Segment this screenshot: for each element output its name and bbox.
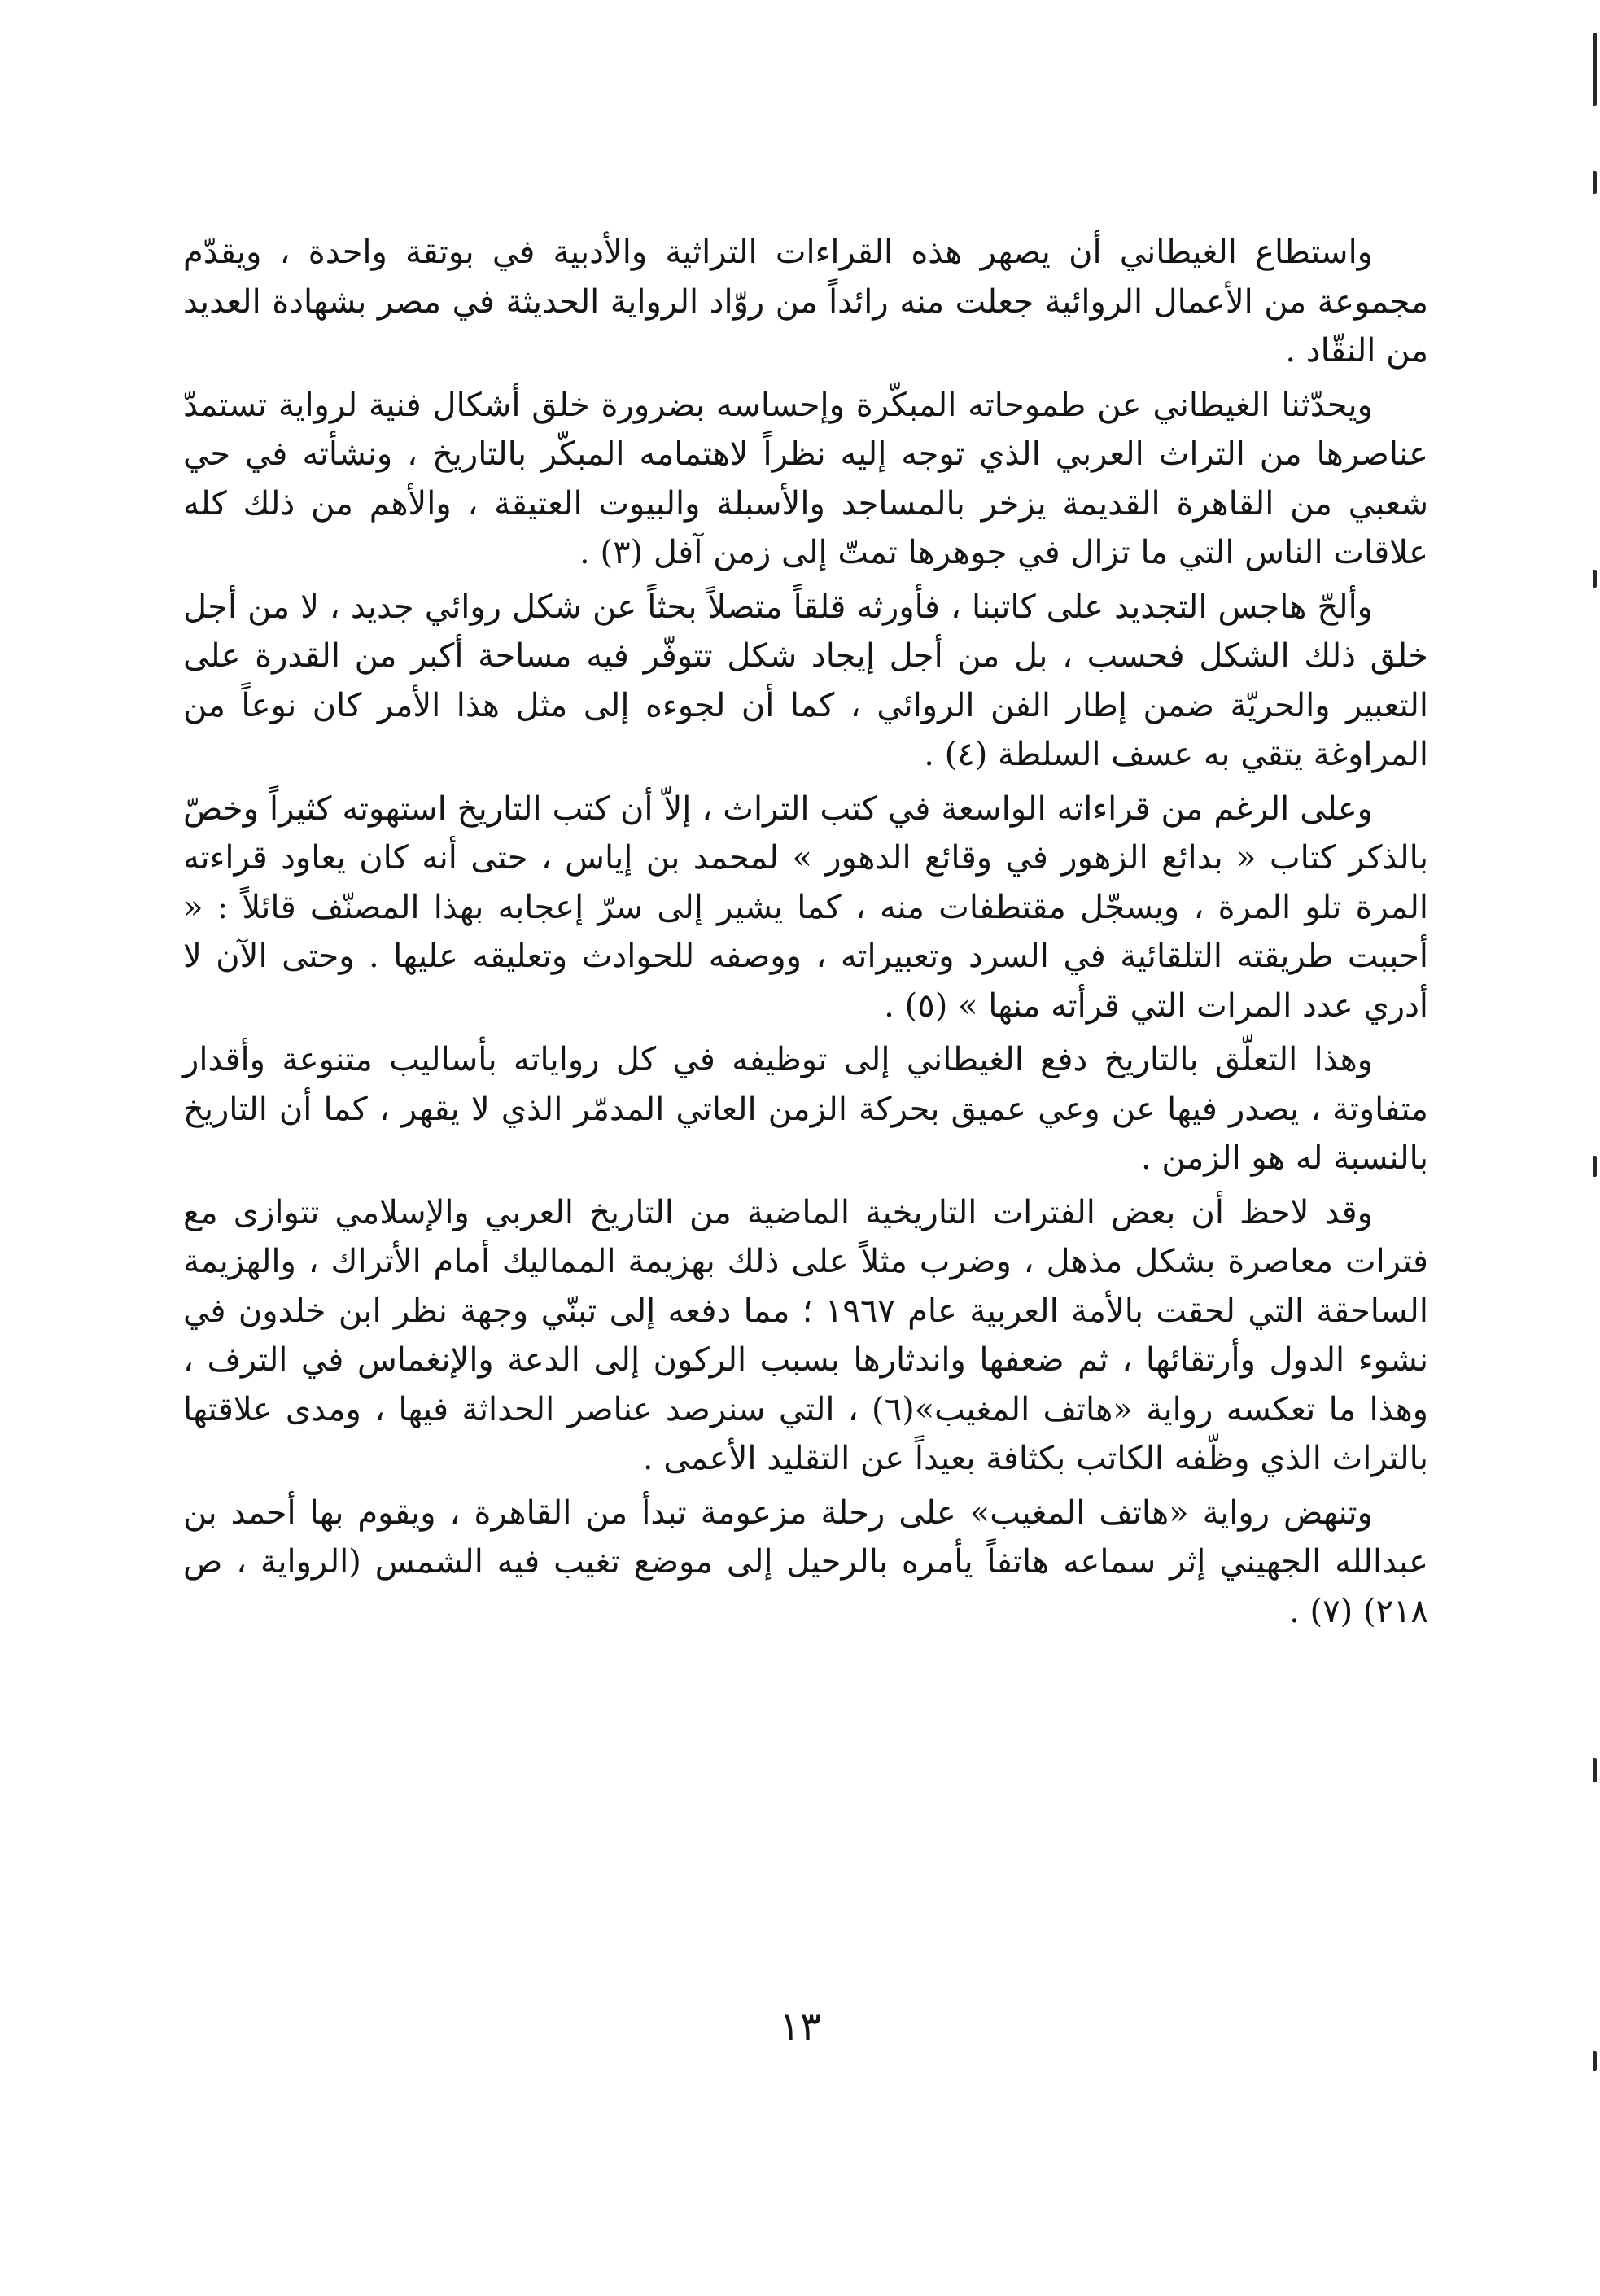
scan-mark: [1593, 33, 1597, 106]
page-number: ١٣: [779, 2004, 821, 2049]
paragraph-7: وتنهض رواية «هاتف المغيب» على رحلة مزعومة تبدأ من القاهرة ، ويقوم بها أحمد بن عبدالله الجهيني إثر سماعه هاتفاً يأمره بالرحيل إلى موضع تغيب فيه الشمس (الرواية ، ص ٢١٨) (٧) .: [183, 1493, 1428, 1630]
scan-mark: [1593, 171, 1597, 194]
paragraph-5: وهذا التعلّق بالتاريخ دفع الغيطاني إلى توظيفه في كل رواياته بأساليب متنوعة وأقدار متفاوتة ، يصدر فيها عن وعي عميق بحركة الزمن العاتي المدمّر الذي لا يقهر ، كما أن التاريخ بالنسبة له هو الزمن .: [183, 1041, 1428, 1177]
scan-mark: [1593, 2051, 1597, 2071]
paragraph-3: وألحّ هاجس التجديد على كاتبنا ، فأورثه قلقاً متصلاً بحثاً عن شكل روائي جديد ، لا من أجل خلق ذلك الشكل فحسب ، بل من أجل إيجاد شكل تتوفّر فيه مساحة أكبر من القدرة على التعبير والحريّة ضمن إطار الفن الروائي ، كما أن لجوءه إلى مثل هذا الأمر كان نوعاً من المراوغة يتقي به عسف السلطة (٤) .: [183, 588, 1428, 773]
paragraph-2: ويحدّثنا الغيطاني عن طموحاته المبكّرة وإحساسه بضرورة خلق أشكال فنية لرواية تستمدّ عناصرها من التراث العربي الذي توجه إليه نظراً لاهتمامه المبكّر بالتاريخ ، ونشأته في حي شعبي من القاهرة القديمة يزخر بالمساجد والأسبلة والبيوت العتيقة ، والأهم من ذلك كله علاقات الناس التي ما تزال في جوهرها تمتّ إلى زمن آفل (٣) .: [183, 386, 1428, 571]
scan-mark: [1593, 570, 1597, 588]
scan-edge-marks: [1582, 0, 1600, 2296]
body-text: [183, 228, 1428, 1641]
paragraph-1: واستطاع الغيطاني أن يصهر هذه القراءات التراثية والأدبية في بوتقة واحدة ، ويقدّم مجموعة من الأعمال الروائية جعلت منه رائداً من روّاد الرواية الحديثة في مصر بشهادة العديد من النقّاد .: [183, 234, 1428, 370]
scan-mark: [1593, 1156, 1597, 1177]
paragraph-6: وقد لاحظ أن بعض الفترات التاريخية الماضية من التاريخ العربي والإسلامي تتوازى مع فترات معاصرة بشكل مذهل ، وضرب مثلاً على ذلك بهزيمة المماليك أمام الأتراك ، والهزيمة الساحقة التي لحقت بالأمة العربية عام ١٩٦٧ ؛ مما دفعه إلى تبنّي وجهة نظر ابن خلدون في نشوء الدول وأرتقائها ، ثم ضعفها واندثارها بسبب الركون إلى الدعة والإنغماس في الترف ، وهذا ما تعكسه رواية «هاتف المغيب»(٦) ، التي سنرصد عناصر الحداثة فيها ، ومدى علاقتها بالتراث الذي وظّفه الكاتب بكثافة بعيداً عن التقليد الأعمى .: [183, 1193, 1428, 1477]
scan-mark: [1593, 1758, 1597, 1782]
paragraph-4: وعلى الرغم من قراءاته الواسعة في كتب التراث ، إلاّ أن كتب التاريخ استهوته كثيراً وخصّ بالذكر كتاب « بدائع الزهور في وقائع الدهور » لمحمد بن إياس ، حتى أنه كان يعاود قراءته المرة تلو المرة ، ويسجّل مقتطفات منه ، كما يشير إلى سرّ إعجابه بهذا المصنّف قائلاً : « أحببت طريقته التلقائية في السرد وتعبيراته ، ووصفه للحوادث وتعليقه عليها . وحتى الآن لا أدري عدد المرات التي قرأته منها » (٥) .: [183, 789, 1429, 1025]
